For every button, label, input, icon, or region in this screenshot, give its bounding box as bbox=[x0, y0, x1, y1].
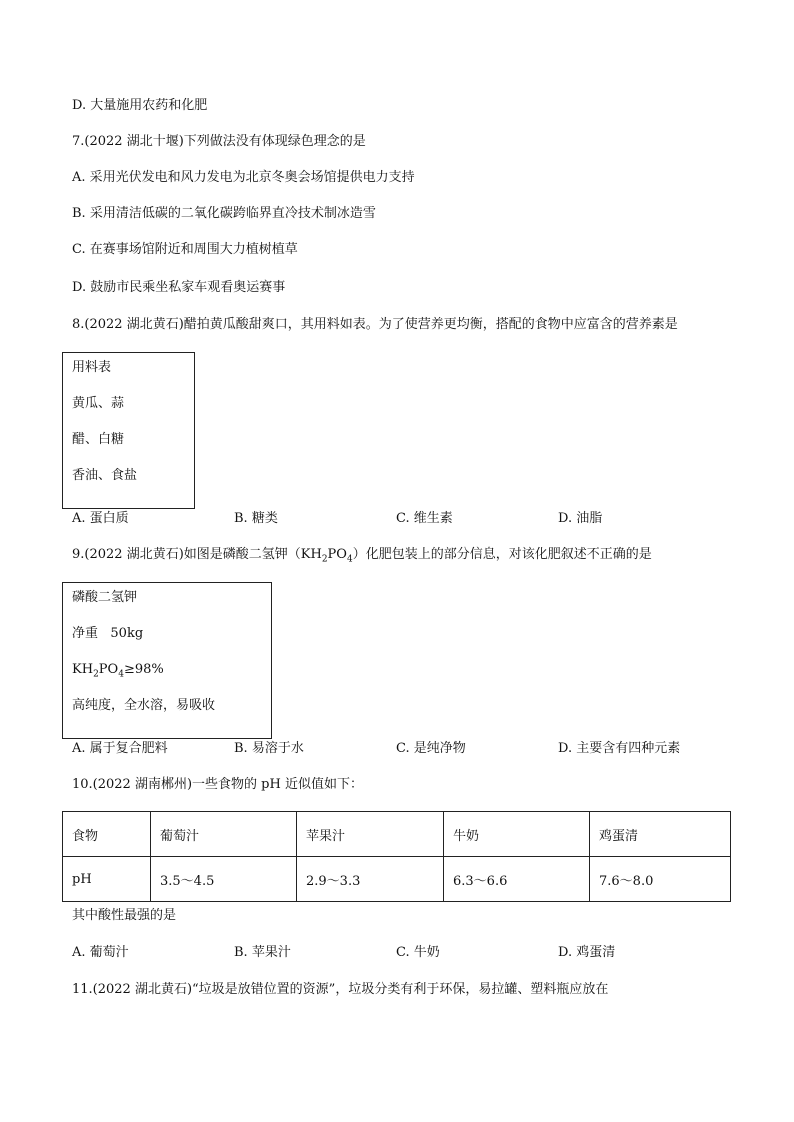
q10-ph-table bbox=[62, 811, 731, 902]
q8-option-c: C. 维生素 bbox=[396, 511, 453, 526]
q9-option-b: B. 易溶于水 bbox=[234, 741, 304, 756]
q9-option-a: A. 属于复合肥料 bbox=[72, 741, 168, 756]
q9-options bbox=[72, 740, 732, 758]
table-cell: pH bbox=[63, 857, 151, 902]
table-header-cell: 牛奶 bbox=[444, 812, 590, 857]
table-row bbox=[63, 857, 731, 902]
q8-ingredients-box bbox=[62, 352, 195, 509]
q8-box-row: 香油、食盐 bbox=[72, 468, 138, 483]
q10-option-c: C. 牛奶 bbox=[396, 945, 440, 960]
q9-stem: 9.(2022 湖北黄石)如图是磷酸二氢钾$(KH_2PO_4)$化肥包装上的部分信息，对该化肥叙述不正确的是 bbox=[72, 547, 652, 565]
q10-option-a: A. 葡萄汁 bbox=[72, 945, 129, 960]
q6-option-d: D. 大量施用农药和化肥 bbox=[72, 98, 208, 113]
q9-option-d: D. 主要含有四种元素 bbox=[558, 741, 681, 756]
q7-option-a: A. 采用光伏发电和风力发电为北京冬奥会场馆提供电力支持 bbox=[72, 170, 415, 185]
q8-stem: 8.(2022 湖北黄石)醋拍黄瓜酸甜爽口，其用料如表。为了使营养更均衡，搭配的食物中应富含的营养素是 bbox=[72, 317, 678, 332]
table-header-cell: 葡萄汁 bbox=[151, 812, 297, 857]
q7-option-d: D. 鼓励市民乘坐私家车观看奥运赛事 bbox=[72, 280, 286, 295]
q11-stem: 11.(2022 湖北黄石)“垃圾是放错位置的资源”，垃圾分类有利于环保，易拉罐、塑料瓶应放在 bbox=[72, 982, 609, 997]
table-header-cell: 食物 bbox=[63, 812, 151, 857]
q7-stem: 7.(2022 湖北十堰)下列做法没有体现绿色理念的是 bbox=[72, 134, 366, 149]
q8-box-row: 醋、白糖 bbox=[72, 432, 125, 447]
q10-stem: 10.(2022 湖南郴州)一些食物的 pH 近似值如下： bbox=[72, 777, 363, 792]
q8-box-title: 用料表 bbox=[72, 360, 112, 375]
table-cell: 6.3～6.6 bbox=[444, 857, 590, 902]
q8-option-a: A. 蛋白质 bbox=[72, 511, 129, 526]
table-cell: 2.9～3.3 bbox=[297, 857, 444, 902]
q9-label-box bbox=[62, 582, 272, 739]
q9-box-desc: 高纯度，全水溶，易吸收 bbox=[72, 698, 216, 713]
q8-box-row: 黄瓜、蒜 bbox=[72, 396, 125, 411]
q9-option-c: C. 是纯净物 bbox=[396, 741, 466, 756]
q7-option-b: B. 采用清洁低碳的二氧化碳跨临界直冷技术制冰造雪 bbox=[72, 206, 376, 221]
table-row bbox=[63, 812, 731, 857]
q7-option-c: C. 在赛事场馆附近和周围大力植树植草 bbox=[72, 242, 298, 257]
q10-option-d: D. 鸡蛋清 bbox=[558, 945, 616, 960]
q10-question: 其中酸性最强的是 bbox=[72, 908, 177, 923]
table-cell: 3.5～4.5 bbox=[151, 857, 297, 902]
table-header-cell: 鸡蛋清 bbox=[590, 812, 731, 857]
q8-option-b: B. 糖类 bbox=[234, 511, 278, 526]
q9-box-name: 磷酸二氢钾 bbox=[72, 590, 138, 605]
q10-option-b: B. 苹果汁 bbox=[234, 945, 291, 960]
q9-box-weight: 净重 50kg bbox=[72, 626, 144, 641]
q10-options bbox=[72, 944, 732, 962]
q8-option-d: D. 油脂 bbox=[558, 511, 603, 526]
table-header-cell: 苹果汁 bbox=[297, 812, 444, 857]
q8-options bbox=[72, 510, 732, 528]
q9-box-formula: $KH_2PO_4\ge 98\%$ bbox=[72, 662, 164, 680]
table-cell: 7.6～8.0 bbox=[590, 857, 731, 902]
